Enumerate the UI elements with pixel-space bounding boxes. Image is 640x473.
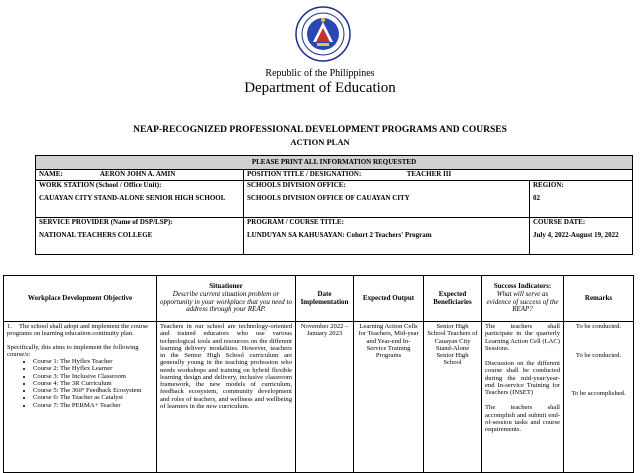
remark-item: To be accomplished. <box>571 389 626 397</box>
header-objective: Workplace Development Objective <box>4 276 157 322</box>
date-value: July 4, 2022-August 19, 2022 <box>533 230 619 239</box>
header-beneficiaries: Expected Beneficiaries <box>424 276 482 322</box>
objective-cell <box>4 322 157 473</box>
program-cell <box>244 217 530 254</box>
division-label: SCHOOLS DIVISION OFFICE: <box>247 180 346 189</box>
header-situationer: Situationer Describe current situation problem or opportunity in your workplace that you need to address through your REAP. <box>157 276 296 322</box>
indicator-item: The teachers shall accomplish and submit end-of-session tasks and course requirements. <box>485 404 560 433</box>
beneficiaries-cell: Senior High School Teachers of Cauayan City Stand-Alone Senior High School <box>424 322 482 473</box>
name-cell <box>36 170 244 181</box>
header-output: Expected Output <box>354 276 424 322</box>
expected-output-cell: Learning Action Cells for Teachers, Mid-year and Year-end In-Service Training Programs <box>354 322 424 473</box>
date-label: COURSE DATE: <box>533 217 586 226</box>
indicator-item: The teachers shall participate in the quarterly Learning Action Cell (LAC) Sessions. <box>485 323 560 352</box>
remark-item: To be conducted. <box>575 323 622 330</box>
remark-item: To be conducted. <box>575 352 622 360</box>
provider-value: NATIONAL TEACHERS COLLEGE <box>39 230 153 239</box>
region-cell <box>530 180 633 217</box>
deped-seal <box>295 6 351 62</box>
workstation-cell <box>36 180 244 217</box>
header-indicators: Success Indicators: What will serve as evidence of success of the REAP? <box>482 276 564 322</box>
course-item: • Course 4: The 3R Curriculum <box>33 380 153 387</box>
date-cell <box>530 217 633 254</box>
name-value: AERON JOHN A. AMIN <box>99 170 176 178</box>
position-label: POSITION TITLE / DESIGNATION: <box>247 170 362 178</box>
header-remarks: Remarks <box>564 276 634 322</box>
region-label: REGION: <box>533 180 564 189</box>
course-item: • Course 6: The Teacher as Catalyst <box>33 394 153 401</box>
position-value: TEACHER III <box>406 170 452 178</box>
division-value: SCHOOLS DIVISION OFFICE OF CAUAYAN CITY <box>247 193 410 202</box>
course-item: • Course 5: The 360° Feedback Ecosystem <box>33 387 153 394</box>
division-cell <box>244 180 530 217</box>
indicator-item: Discussion on the different course shall be conducted during the mid-year/year-end In-service Training for Teachers (INSET) <box>485 360 560 396</box>
action-plan-table <box>3 275 634 473</box>
provider-label: SERVICE PROVIDER (Name of DSP/LSP): <box>39 217 173 226</box>
program-value: LUNDUYAN SA KAHUSAYAN: Cohort 2 Teachers' Program <box>247 230 432 239</box>
header-date: Date Implementation <box>296 276 354 322</box>
page-subtitle: ACTION PLAN <box>290 137 350 147</box>
row-number: 1. <box>7 323 12 330</box>
department-name: Department of Education <box>244 80 396 96</box>
course-item: • Course 3: The Inclusive Classroom <box>33 373 153 380</box>
course-item: • Course 7: The PERMA+ Teacher <box>33 402 153 409</box>
provider-cell <box>36 217 244 254</box>
print-notice: PLEASE PRINT ALL INFORMATION REQUESTED <box>36 156 633 170</box>
workstation-value: CAUAYAN CITY STAND-ALONE SENIOR HIGH SCHOOL <box>39 193 226 202</box>
indicators-cell <box>482 322 564 473</box>
republic-line: Republic of the Philippines <box>265 68 375 79</box>
name-label: NAME: <box>39 170 63 178</box>
course-item: • Course 2: The Hyflex Learner <box>33 365 153 372</box>
position-cell <box>244 170 633 181</box>
date-implementation-cell: November 2022 – January 2023 <box>296 322 354 473</box>
objective-lead: Specifically, this aims to implement the following course/s: <box>7 343 139 358</box>
page-title: NEAP-RECOGNIZED PROFESSIONAL DEVELOPMENT PROGRAMS AND COURSES <box>133 125 507 135</box>
workstation-label: WORK STATION (School / Office Unit): <box>39 180 162 189</box>
program-label: PROGRAM / COURSE TITLE: <box>247 217 344 226</box>
course-item: • Course 1: The Hyflex Teacher <box>33 358 153 365</box>
objective-intro: The school shall adopt and implement the course programs on learning education.continuity plan. <box>7 323 149 338</box>
remarks-cell <box>564 322 634 473</box>
region-value: 02 <box>533 193 540 202</box>
situationer-cell: Teachers in our school are technology-oriented and trained educators who use various technological tools and resources on the different learning delivery modalities. However, teachers in the Senior High School curriculum are generally young in the teaching profession who needs workshops and training on hybrid flexible learning design and delivery, inclusive classroom framework, the new models of curriculum, feedback ecosystem, community development and roles of teachers, and wellness and wellbeing of learners in the new curriculum. <box>157 322 296 473</box>
info-table <box>35 155 633 255</box>
